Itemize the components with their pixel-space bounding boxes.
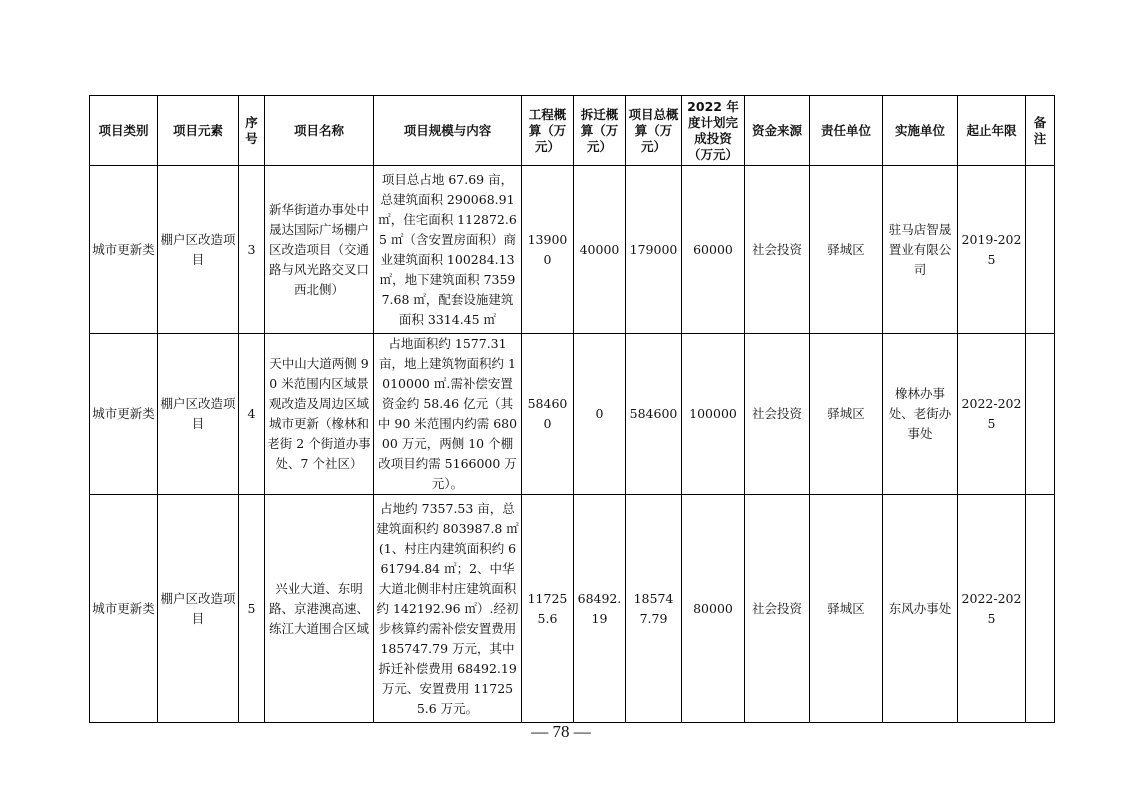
cell-resp-unit: 驿城区 (810, 334, 883, 495)
cell-plan-2022: 80000 (682, 495, 745, 723)
cell-name: 天中山大道两侧 90 米范围内区域景观改造及周边区域城市更新（橡林和老街 2 个街道办事处、7 个社区） (265, 334, 374, 495)
cell-scale: 占地约 7357.53 亩，总建筑面积约 803987.8 ㎡(1、村庄内建筑面积约 661794.84 ㎡；2、中华大道北侧非村庄建筑面积约 142192.96 ㎡）.经初步核算约需补偿安置费用 185747.79 万元，其中拆迁补偿费用 68492.19 万元、安置费用 117255.6 万元。 (374, 495, 522, 723)
cell-seq: 3 (239, 166, 265, 334)
cell-demo-cost: 68492.19 (574, 495, 626, 723)
header-period: 起止年限 (958, 96, 1026, 166)
header-fund-source: 资金来源 (745, 96, 810, 166)
cell-category: 城市更新类 (90, 166, 158, 334)
cell-element: 棚户区改造项目 (158, 495, 239, 723)
cell-impl-unit: 驻马店智晟置业有限公司 (883, 166, 958, 334)
cell-category: 城市更新类 (90, 334, 158, 495)
cell-period: 2022-2025 (958, 334, 1026, 495)
cell-total-cost: 179000 (626, 166, 682, 334)
cell-seq: 5 (239, 495, 265, 723)
cell-fund-source: 社会投资 (745, 166, 810, 334)
table-row (90, 495, 1055, 723)
cell-impl-unit: 东风办事处 (883, 495, 958, 723)
header-name: 项目名称 (265, 96, 374, 166)
cell-scale: 项目总占地 67.69 亩，总建筑面积 290068.91 ㎡，住宅面积 112872.65 ㎡（含安置房面积）商业建筑面积 100284.13 ㎡，地下建筑面积 73597.68 ㎡，配套设施建筑面积 3314.45 ㎡ (374, 166, 522, 334)
cell-period: 2019-2025 (958, 166, 1026, 334)
table-row (90, 334, 1055, 495)
header-scale: 项目规模与内容 (374, 96, 522, 166)
header-resp-unit: 责任单位 (810, 96, 883, 166)
cell-scale: 占地面积约 1577.31 亩，地上建筑物面积约 1010000 ㎡.需补偿安置资金约 58.46 亿元（其中 90 米范围内约需 68000 万元，两侧 10 个棚改项目约需 5166000 万元）。 (374, 334, 522, 495)
cell-category: 城市更新类 (90, 495, 158, 723)
header-plan-2022: 2022 年度计划完成投资（万元） (682, 96, 745, 166)
cell-name: 兴业大道、东明路、京港澳高速、练江大道围合区域 (265, 495, 374, 723)
cell-period: 2022-2025 (958, 495, 1026, 723)
cell-fund-source: 社会投资 (745, 334, 810, 495)
cell-resp-unit: 驿城区 (810, 495, 883, 723)
cell-demo-cost: 40000 (574, 166, 626, 334)
cell-note (1026, 495, 1055, 723)
header-category: 项目类别 (90, 96, 158, 166)
cell-plan-2022: 100000 (682, 334, 745, 495)
header-demo-cost: 拆迁概算（万元） (574, 96, 626, 166)
cell-eng-cost: 584600 (522, 334, 574, 495)
header-eng-cost: 工程概算（万元） (522, 96, 574, 166)
header-seq: 序号 (239, 96, 265, 166)
cell-note (1026, 166, 1055, 334)
table-row (90, 166, 1055, 334)
header-note: 备注 (1026, 96, 1055, 166)
cell-impl-unit: 橡林办事处、老街办事处 (883, 334, 958, 495)
page-number: — 78 — (531, 722, 591, 741)
cell-plan-2022: 60000 (682, 166, 745, 334)
cell-seq: 4 (239, 334, 265, 495)
header-element: 项目元素 (158, 96, 239, 166)
cell-note (1026, 334, 1055, 495)
table-header-row (90, 96, 1055, 166)
cell-element: 棚户区改造项目 (158, 166, 239, 334)
cell-resp-unit: 驿城区 (810, 166, 883, 334)
cell-demo-cost: 0 (574, 334, 626, 495)
cell-eng-cost: 139000 (522, 166, 574, 334)
cell-eng-cost: 117255.6 (522, 495, 574, 723)
cell-fund-source: 社会投资 (745, 495, 810, 723)
cell-total-cost: 584600 (626, 334, 682, 495)
cell-element: 棚户区改造项目 (158, 334, 239, 495)
cell-total-cost: 185747.79 (626, 495, 682, 723)
cell-name: 新华街道办事处中晟达国际广场棚户区改造项目（交通路与风光路交叉口西北侧） (265, 166, 374, 334)
header-impl-unit: 实施单位 (883, 96, 958, 166)
header-total-cost: 项目总概算（万元） (626, 96, 682, 166)
project-table (89, 95, 1055, 723)
